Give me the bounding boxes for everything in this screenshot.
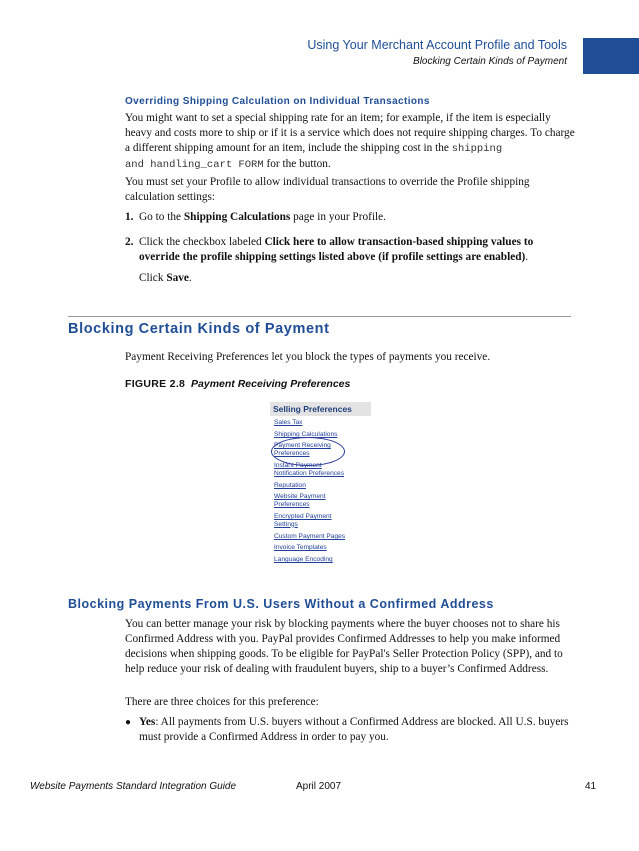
selling-preferences-panel <box>270 402 370 568</box>
link-custom-payment-pages[interactable]: Custom Payment Pages <box>274 533 346 540</box>
section-divider <box>68 316 571 317</box>
step-bold: Click here to allow transaction-based shipping values to override the profile shipping settings listed above (if profile settings are enabled) <box>139 236 534 263</box>
figure-label: FIGURE 2.8 <box>125 378 186 390</box>
link-sales-tax[interactable]: Sales Tax <box>274 419 303 426</box>
paragraph-set-profile: You must set your Profile to allow individual transactions to override the Profile shipping calculation settings: <box>125 176 530 203</box>
link-payment-receiving-preferences[interactable]: Payment Receiving Preferences <box>274 442 331 457</box>
link-website-payment-preferences[interactable]: Website Payment Preferences <box>274 493 326 508</box>
step-number: 2. <box>125 236 134 248</box>
footer-guide-title: Website Payments Standard Integration Guide <box>30 781 237 792</box>
panel-title: Selling Preferences <box>270 402 371 416</box>
section-heading-confirmed-address: Blocking Payments From U.S. Users Without a Confirmed Address <box>68 597 494 611</box>
bullet-text: : All payments from U.S. buyers without a Confirmed Address are blocked. All U.S. buyers must provide a Confirmed Address in order to pay you. <box>139 716 569 743</box>
link-reputation[interactable]: Reputation <box>274 482 306 489</box>
paragraph-special-shipping <box>125 111 575 173</box>
step-1 <box>125 210 575 225</box>
link-shipping-calculations[interactable]: Shipping Calculations <box>274 431 338 438</box>
step-text: . <box>525 251 529 263</box>
code-shipping: shipping <box>451 143 503 155</box>
running-header-subtitle: Blocking Certain Kinds of Payment <box>413 56 567 67</box>
code-handling-cart: and handling_cart FORM <box>125 159 264 171</box>
step-text: Click the checkbox labeled <box>139 236 265 248</box>
step-bold: Shipping Calculations <box>183 211 291 223</box>
bullet-dot-icon: ● <box>125 717 132 728</box>
page-number: 41 <box>585 781 597 792</box>
running-header-title: Using Your Merchant Account Profile and Tools <box>307 38 567 52</box>
step-2 <box>125 235 575 265</box>
header-color-block <box>583 38 639 74</box>
paragraph-text: You might want to set a special shipping rate for an item; for example, if the item is especially heavy and costs more to ship or if it is a service which does not require shipping charges. To charge a different shipping amount for an item, include the shipping cost in the <box>125 112 575 154</box>
section-heading-blocking-payment: Blocking Certain Kinds of Payment <box>68 321 330 337</box>
paragraph-three-choices: There are three choices for this preference: <box>125 696 319 708</box>
bullet-yes <box>125 715 575 745</box>
section-heading-override-shipping: Overriding Shipping Calculation on Individual Transactions <box>125 96 430 107</box>
step-3 <box>139 271 575 286</box>
paragraph-confirmed-address: You can better manage your risk by blocking payments where the buyer chooses not to share his Confirmed Address with you. PayPal provides Confirmed Addresses to help you make informed decisions when shipping goods. To be eligible for PayPal's Seller Protection Policy (SPP), and to help reduce your risk of dealing with fraudulent buyers, ship to a buyer’s Confirmed Address. <box>125 618 563 675</box>
paragraph-payment-receiving: Payment Receiving Preferences let you block the types of payments you receive. <box>125 351 491 363</box>
figure-title: Payment Receiving Preferences <box>191 378 351 390</box>
link-invoice-templates[interactable]: Invoice Templates <box>274 544 327 551</box>
highlight-circle <box>271 437 345 466</box>
footer-date: April 2007 <box>296 781 342 792</box>
bullet-bold: Yes <box>139 716 156 728</box>
step-text: . <box>188 272 192 284</box>
step-bold: Save <box>166 272 189 284</box>
figure-caption <box>125 378 350 390</box>
step-text: page in your Profile. <box>290 211 386 223</box>
link-language-encoding[interactable]: Language Encoding <box>274 556 333 563</box>
step-text: Go to the <box>139 211 184 223</box>
step-number: 1. <box>125 211 134 223</box>
paragraph-text: for the button. <box>263 158 331 170</box>
link-encrypted-payment-settings[interactable]: Encrypted Payment Settings <box>274 513 332 528</box>
link-ipn-preferences[interactable]: Instant Payment Notification Preferences <box>274 462 345 477</box>
step-text: Click <box>139 272 167 284</box>
